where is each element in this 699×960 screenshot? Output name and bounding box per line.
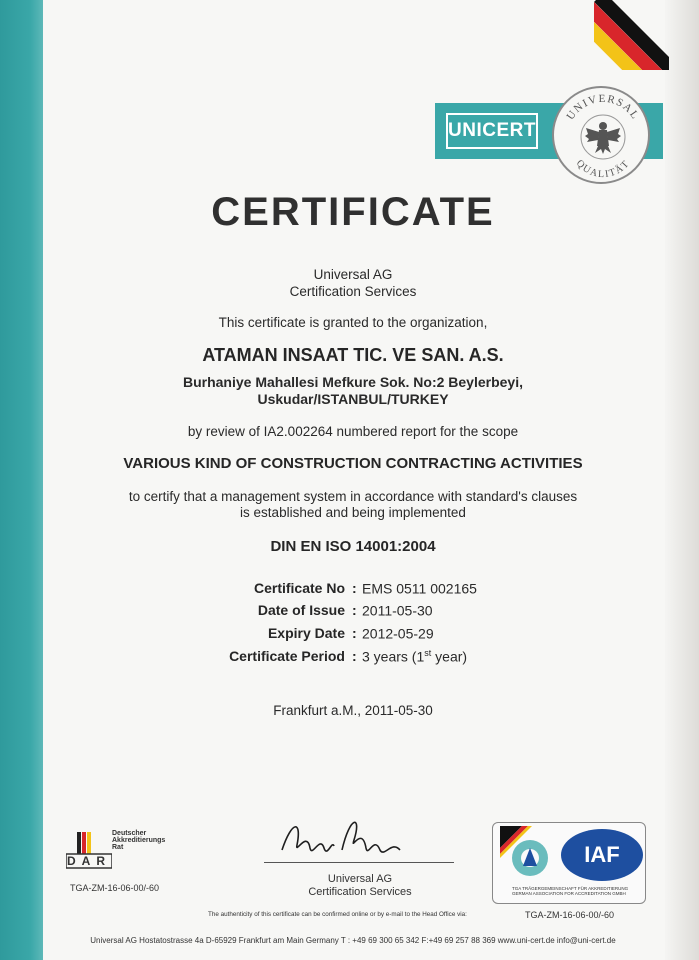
address-line-1: Burhaniye Mahallesi Mefkure Sok. No:2 Beylerbeyi, [182, 374, 523, 390]
dar-caption: Deutscher Akkreditierungs Rat [112, 830, 166, 851]
detail-row [0, 648, 699, 670]
svg-text:UNIVERSAL [564, 93, 641, 122]
tga-reference: TGA-ZM-16-06-00/-60 [525, 910, 615, 920]
detail-label: Date of Issue [257, 602, 345, 618]
certify-line-1: to certify that a management system in accordance with standard's clauses [128, 489, 578, 504]
footer-address: Universal AG Hostatostrasse 4a D-65929 Frankfurt am Main Germany T : +49 69 300 65 342 F:+49 69 257 88 369 www.uni-cert.de info@uni-cert.de [90, 936, 616, 945]
dar-logo-text: DAR [67, 854, 111, 868]
issuer-block [43, 266, 663, 300]
dar-logo [66, 830, 171, 874]
issuer-name: Universal AG [313, 267, 393, 282]
organization-address [43, 374, 663, 408]
signature-line [264, 862, 454, 863]
seal-text-bottom: QUALITÄT [573, 157, 633, 181]
detail-value: EMS 0511 002165 [362, 580, 477, 597]
svg-text:QUALITÄT [574, 158, 632, 180]
review-text: by review of IA2.002264 numbered report for the scope [187, 424, 519, 439]
tga-logo-icon [500, 826, 560, 886]
page-edge-shadow [665, 0, 699, 960]
detail-row [0, 602, 699, 624]
authenticity-note: The authenticity of this certificate can be confirmed online or by e-mail to the Head Office via: [208, 911, 467, 918]
place-and-date: Frankfurt a.M., 2011-05-30 [273, 703, 433, 718]
universal-qualitat-seal [552, 86, 650, 184]
certificate-title: CERTIFICATE [211, 190, 495, 234]
scope-text: VARIOUS KIND OF CONSTRUCTION CONTRACTING ACTIVITIES [123, 455, 583, 472]
detail-colon: : [352, 625, 357, 641]
dar-reference: TGA-ZM-16-06-00/-60 [70, 883, 160, 893]
eagle-seal-icon [554, 88, 652, 186]
standard-text: DIN EN ISO 14001:2004 [270, 538, 436, 555]
organization-name: ATAMAN INSAAT TIC. VE SAN. A.S. [202, 345, 504, 365]
detail-label: Expiry Date [267, 625, 345, 641]
teal-side-strip [0, 0, 43, 960]
detail-colon: : [352, 648, 357, 664]
seal-text-top: UNIVERSAL [564, 92, 642, 123]
certify-text [43, 489, 663, 521]
detail-value: 3 years (1st year) [362, 648, 468, 665]
detail-value: 2012-05-29 [362, 625, 434, 642]
tga-caption: TGA TRÄGERGEMEINSCHAFT FÜR AKKREDITIERUNG GERMAN ASSOCIATION FOR ACCREDITATION GMBH [512, 886, 629, 896]
signature-caption: Universal AG Certification Services [308, 873, 412, 898]
detail-colon: : [352, 580, 357, 596]
dar-mark-icon [66, 830, 112, 874]
detail-row [0, 580, 699, 602]
german-flag-corner [594, 0, 669, 70]
signature-icon [262, 810, 422, 870]
intro-text: This certificate is granted to the organization, [218, 315, 488, 330]
detail-row [0, 625, 699, 647]
detail-label: Certificate Period [229, 648, 345, 664]
certify-line-2: is established and being implemented [240, 505, 466, 520]
issuer-dept: Certification Services [289, 284, 417, 299]
address-line-2: Uskudar/ISTANBUL/TURKEY [257, 391, 449, 407]
detail-colon: : [352, 602, 357, 618]
detail-label: Certificate No [253, 580, 345, 596]
iaf-logo: IAF [561, 829, 643, 881]
unicert-logo: UNICERT [446, 113, 538, 149]
detail-value: 2011-05-30 [362, 602, 433, 619]
